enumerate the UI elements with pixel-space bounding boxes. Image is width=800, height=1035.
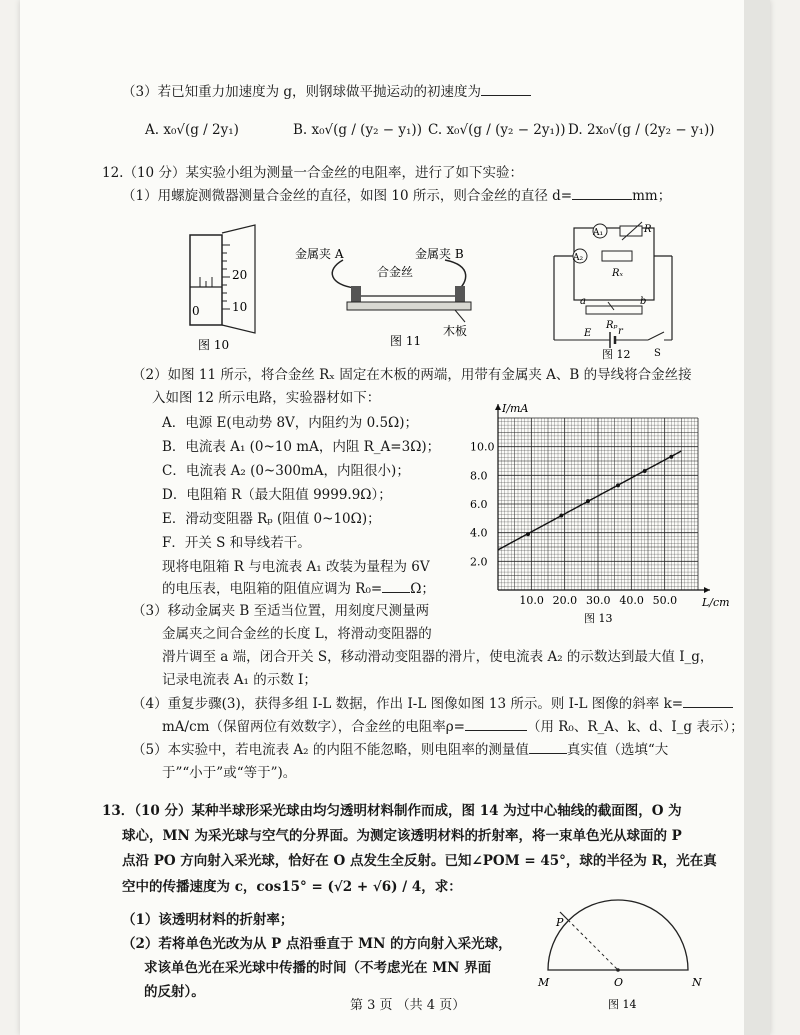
q11-3-text: （3）若已知重力加速度为 g，则钢球做平抛运动的初速度为 (122, 82, 531, 102)
fig14-o: O (614, 976, 624, 989)
exam-page (20, 0, 770, 1035)
fig11-clamp-a: 金属夹 A (295, 247, 344, 261)
equipment-c: C．电流表 A₂ (0~300mA，内阻很小)； (162, 463, 410, 479)
data-point (526, 532, 530, 536)
page-edge (744, 0, 770, 1035)
q12-part4-line1: （4）重复步骤(3)，获得多组 I-L 数据，作出 I-L 图像如图 13 所示。则 I-L 图像的斜率 k= (132, 694, 733, 714)
q13-sub2: （2）若将单色光改为从 P 点沿垂直于 MN 的方向射入采光球， (122, 936, 512, 952)
q13-line2: 球心，MN 为采光球与空气的分界面。为测定该透明材料的折射率，将一束单色光从球面的 P (122, 828, 682, 844)
y-tick-label: 4.0 (470, 526, 488, 540)
y-tick-label: 2.0 (470, 555, 488, 569)
figure-11-setup (285, 240, 495, 350)
equipment-d: D．电阻箱 R（最大阻值 9999.9Ω）； (162, 487, 392, 503)
x-tick-label: 10.0 (519, 594, 544, 607)
q12-part2-end2: 的电压表，电阻箱的阻值应调为 R₀= Ω； (162, 581, 435, 597)
q11-option-c: C. x₀√(g / (y₂ − 2y₁)) (428, 122, 566, 138)
fig10-tick-20: 20 (232, 268, 248, 282)
q12-part2-line1: （2）如图 11 所示，将合金丝 Rₓ 固定在木板的两端，用带有金属夹 A、B 的导线将合金丝接 (132, 367, 692, 383)
q12-part3-line2: 金属夹之间合金丝的长度 L，将滑动变阻器的 (162, 626, 432, 642)
fig14-caption: 图 14 (608, 998, 637, 1011)
y-tick-label: 10.0 (470, 440, 495, 454)
x-axis-arrow (704, 587, 710, 593)
fig10-tick-10: 10 (232, 300, 248, 314)
equipment-a: A．电源 E(电动势 8V，内阻约为 0.5Ω)； (162, 415, 419, 431)
q12-part3-line1: （3）移动金属夹 B 至适当位置，用刻度尺测量两 (132, 603, 430, 619)
q11-option-a: A. x₀√(g / 2y₁) (145, 122, 239, 138)
fig11-caption: 图 11 (390, 334, 422, 348)
fig12-a2: A₂ (573, 253, 584, 263)
q13-line3: 点沿 PO 方向射入采光球，恰好在 O 点发生全反射。已知∠POM = 45°，球的半径为 R，光在真 (122, 853, 717, 869)
equipment-b: B．电流表 A₁ (0~10 mA，内阻 R_A=3Ω)； (162, 439, 441, 455)
fig14-n: N (692, 976, 702, 989)
figure-12-circuit (540, 218, 680, 363)
fig11-clamp-b: 金属夹 B (415, 247, 464, 261)
x-tick-label: 30.0 (586, 594, 611, 607)
y-axis-label: I/mA (502, 402, 529, 415)
equipment-f: F．开关 S 和导线若干。 (162, 535, 311, 551)
q12-part3-line3: 滑片调至 a 端，闭合开关 S，移动滑动变阻器的滑片，使电流表 A₂ 的示数达到最大值 I_g， (162, 649, 714, 665)
data-point (669, 455, 673, 459)
fig12-r-internal: r (618, 326, 623, 337)
fig10-caption: 图 10 (198, 338, 230, 352)
q12-part1: （1）用螺旋测微器测量合金丝的直径，如图 10 所示，则合金丝的直径 d= mm； (122, 188, 672, 204)
q11-option-b: B. x₀√(g / (y₂ − y₁)) (293, 122, 422, 138)
y-tick-label: 6.0 (470, 498, 488, 511)
figure-10-micrometer (160, 215, 280, 350)
y-axis-arrow (495, 404, 501, 410)
fig12-s: S (654, 348, 661, 359)
q13-sub4: 的反射）。 (144, 984, 205, 1000)
x-tick-label: 40.0 (619, 594, 644, 607)
q12-part4-line2: mA/cm（保留两位有效数字），合金丝的电阻率ρ= （用 R₀、R_A、k、d、I_g 表示）； (162, 719, 744, 735)
equipment-e: E．滑动变阻器 Rₚ (阻值 0~10Ω)； (162, 511, 381, 527)
q13-sub1: （1）该透明材料的折射率； (122, 912, 294, 928)
fig12-a-label: a (580, 296, 586, 307)
fig12-r: R (644, 224, 652, 235)
q12-part5-line1: （5）本实验中，若电流表 A₂ 的内阻不能忽略，则电阻率的测量值 真实值（选填“大 (132, 742, 669, 758)
data-point (586, 499, 590, 503)
figure-13-chart (450, 400, 730, 625)
fig10-tick-0: 0 (192, 304, 200, 318)
data-point (559, 513, 563, 517)
q12-part2-end1: 现将电阻箱 R 与电流表 A₁ 改装为量程为 6V (162, 559, 430, 575)
fig12-a1: A₁ (593, 228, 604, 238)
q11-option-d: D. 2x₀√(g / (2y₂ − y₁)) (568, 122, 715, 138)
fig12-rp: Rₚ (606, 320, 618, 331)
fig12-e: E (584, 328, 592, 339)
x-tick-label: 20.0 (552, 594, 578, 607)
q12-part3-line4: 记录电流表 A₁ 的示数 I； (162, 672, 317, 688)
fig14-m: M (538, 976, 550, 989)
fig12-b-label: b (640, 296, 647, 307)
q13-sub3: 求该单色光在采光球中传播的时间（不考虑光在 MN 界面 (144, 960, 492, 976)
fig12-caption: 图 12 (602, 348, 631, 361)
figure-14-hemisphere (520, 890, 710, 1015)
fig12-rx: Rₓ (612, 268, 624, 279)
data-point (643, 469, 647, 473)
fig14-p: P (556, 916, 564, 929)
q12-part2-line2: 入如图 12 所示电路，实验器材如下： (152, 390, 381, 406)
q12-part5-line2: 于”“小于”或“等于”)。 (162, 765, 297, 781)
q13-line4: 空中的传播速度为 c，cos15° = (√2 + √6) / 4，求： (122, 879, 462, 895)
chart-caption: 图 13 (584, 612, 613, 625)
page-footer: 第 3 页 （共 4 页） (350, 998, 466, 1013)
q12-title: 12.（10 分）某实验小组为测量一合金丝的电阻率，进行了如下实验： (102, 165, 523, 181)
q13-line1: 13．（10 分）某种半球形采光球由均匀透明材料制作而成，图 14 为过中心轴线的截面图，O 为 (102, 803, 682, 819)
x-tick-label: 50.0 (652, 594, 678, 607)
fig11-board-label: 木板 (443, 324, 468, 338)
fig11-wire-label: 合金丝 (377, 265, 414, 279)
x-axis-label: L/cm (702, 596, 730, 609)
y-tick-label: 8.0 (470, 469, 488, 483)
data-point (616, 483, 620, 487)
